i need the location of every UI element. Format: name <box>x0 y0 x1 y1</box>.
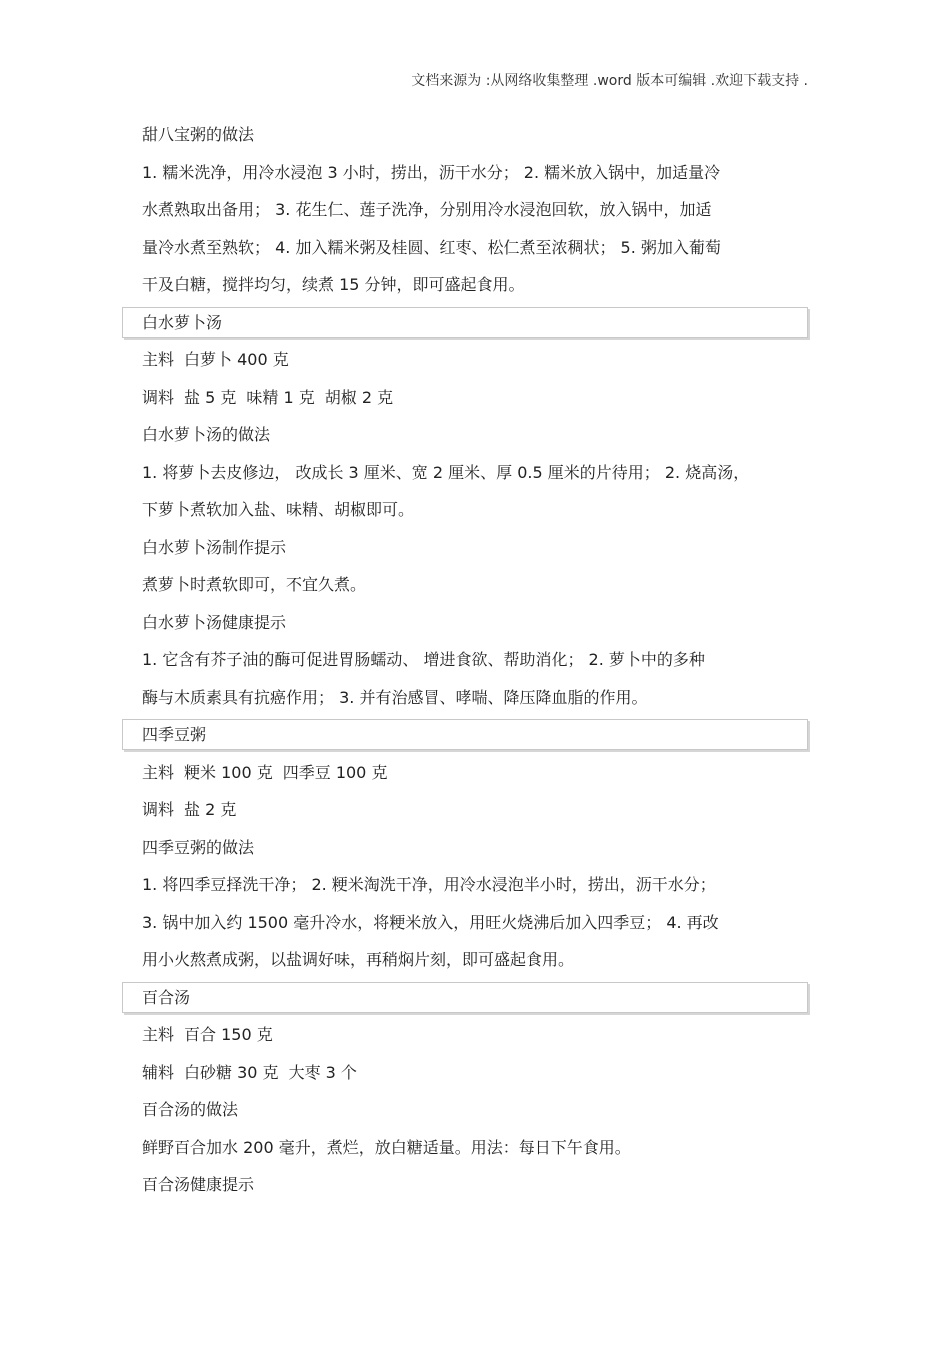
ingredient-label: 主料 <box>142 350 175 369</box>
ingredient-item: 盐 2 克 <box>184 800 237 819</box>
recipe-title-box: 百合汤 <box>122 982 808 1013</box>
paragraph-line: 1. 将萝卜去皮修边， 改成长 3 厘米、宽 2 厘米、厚 0.5 厘米的片待用； 2. 烧高汤， <box>142 462 750 482</box>
paragraph-line: 量冷水煮至熟软； 4. 加入糯米粥及桂圆、红枣、松仁煮至浓稠状； 5. 粥加入葡萄 <box>142 237 721 257</box>
ingredients-main <box>142 1016 808 1054</box>
ingredient-label: 主料 <box>142 1025 175 1044</box>
paragraph-line: 下萝卜煮软加入盐、味精、胡椒即可。 <box>142 500 415 519</box>
ingredients-main <box>142 341 808 379</box>
paragraph-line: 1. 它含有芥子油的酶可促进胃肠蠕动、 增进食欲、帮助消化； 2. 萝卜中的多种 <box>142 650 705 669</box>
ingredient-item: 白砂糖 30 克 <box>184 1062 279 1082</box>
document-content <box>142 116 808 1204</box>
ingredient-label: 调料 <box>142 387 175 407</box>
ingredients-seasoning <box>142 791 808 829</box>
paragraph-line: 3. 锅中加入约 1500 毫升冷水，将粳米放入，用旺火烧沸后加入四季豆； 4. 再改 <box>142 912 719 932</box>
ingredient-item: 四季豆 100 克 <box>282 762 388 782</box>
section-heading: 白水萝卜汤健康提示 <box>142 612 287 632</box>
paragraph-line: 干及白糖，搅拌均匀，续煮 15 分钟，即可盛起食用。 <box>142 275 525 294</box>
ingredients-seasoning <box>142 379 808 417</box>
ingredient-item: 盐 5 克 <box>184 387 237 407</box>
paragraph-line: 鲜野百合加水 200 毫升，煮烂，放白糖适量。用法：每日下午食用。 <box>142 1137 631 1157</box>
ingredient-item: 白萝卜 400 克 <box>184 350 289 369</box>
page-header: 文档来源为 :从网络收集整理 .word 版本可编辑 .欢迎下载支持 . <box>411 73 808 89</box>
ingredient-item: 百合 150 克 <box>184 1025 273 1044</box>
section-heading: 百合汤的做法 <box>142 1100 239 1119</box>
ingredient-label: 辅料 <box>142 1062 175 1082</box>
recipe-title-box: 四季豆粥 <box>122 719 808 750</box>
paragraph-line: 煮萝卜时煮软即可，不宜久煮。 <box>142 575 367 594</box>
section-heading: 百合汤健康提示 <box>142 1175 255 1194</box>
ingredient-label: 主料 <box>142 762 175 782</box>
section-heading: 白水萝卜汤的做法 <box>142 425 271 444</box>
ingredient-label: 调料 <box>142 800 175 819</box>
section-heading: 白水萝卜汤制作提示 <box>142 537 287 557</box>
paragraph-line: 1. 将四季豆择洗干净； 2. 粳米淘洗干净，用冷水浸泡半小时，捞出，沥干水分； <box>142 875 716 894</box>
paragraph-line: 1. 糯米洗净，用冷水浸泡 3 小时，捞出，沥干水分； 2. 糯米放入锅中，加适量冷 <box>142 162 721 182</box>
ingredients-main <box>142 754 808 792</box>
section-heading: 甜八宝粥的做法 <box>142 125 255 144</box>
ingredient-item: 味精 1 克 <box>246 387 315 407</box>
paragraph-line: 用小火熬煮成粥，以盐调好味，再稍焖片刻，即可盛起食用。 <box>142 950 575 969</box>
recipe-title-box: 白水萝卜汤 <box>122 307 808 338</box>
paragraph-line: 水煮熟取出备用； 3. 花生仁、莲子洗净，分别用冷水浸泡回软，放入锅中，加适 <box>142 200 712 219</box>
paragraph-line: 酶与木质素具有抗癌作用； 3. 并有治感冒、哮喘、降压降血脂的作用。 <box>142 687 648 707</box>
section-heading: 四季豆粥的做法 <box>142 837 255 857</box>
ingredients-auxiliary <box>142 1054 808 1092</box>
ingredient-item: 大枣 3 个 <box>288 1062 357 1082</box>
ingredient-item: 粳米 100 克 <box>184 762 273 782</box>
ingredient-item: 胡椒 2 克 <box>324 387 394 407</box>
